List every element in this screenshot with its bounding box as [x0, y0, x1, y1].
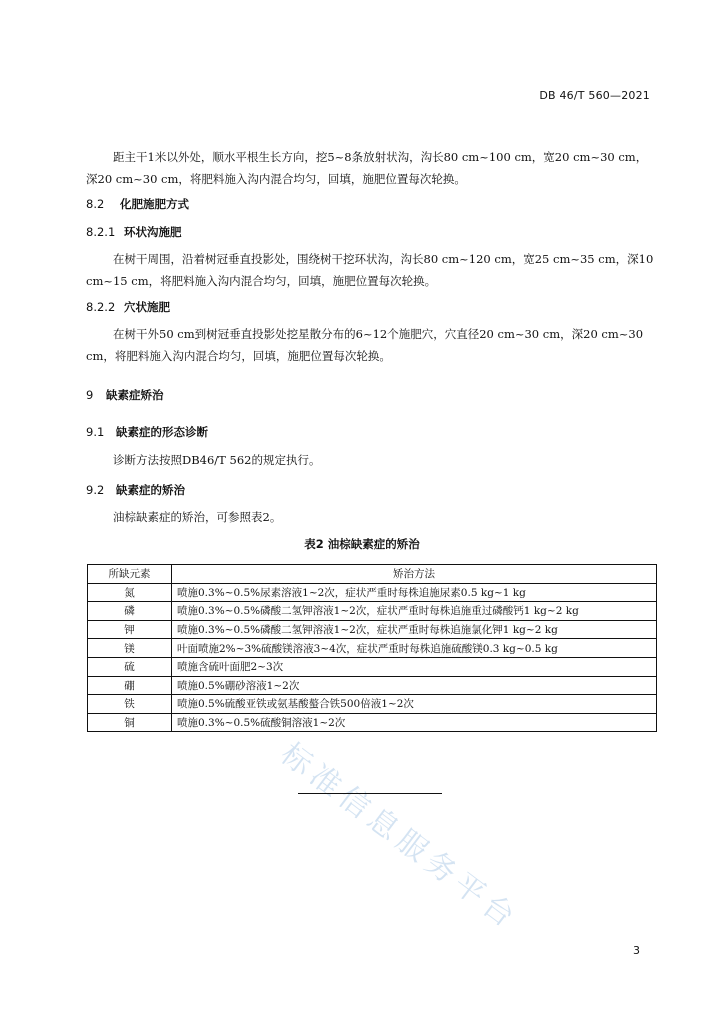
section-title: 缺素症矫治 [106, 388, 164, 402]
table-row [88, 676, 657, 695]
paragraph-ring-trench: 在树干周围，沿着树冠垂直投影处，围绕树干挖环状沟，沟长80 cm~120 cm，宽25 cm~35 cm，深10 cm~15 cm，将肥料施入沟内混合均匀，回填，施肥位置每次轮换。 [86, 252, 654, 288]
cell-method: 喷施0.3%~0.5%尿素溶液1~2次，症状严重时每株追施尿素0.5 kg~1 kg [172, 583, 657, 602]
section-number: 9 [86, 388, 94, 402]
paragraph-correction: 油棕缺素症的矫治，可参照表2。 [113, 510, 282, 524]
cell-element: 硫 [88, 657, 172, 676]
cell-method: 喷施0.3%~0.5%磷酸二氢钾溶液1~2次，症状严重时每株追施氯化钾1 kg~2 kg [172, 620, 657, 639]
cell-method: 喷施0.5%硫酸亚铁或氨基酸螯合铁500倍液1~2次 [172, 695, 657, 714]
cell-method: 喷施0.3%~0.5%硫酸铜溶液1~2次 [172, 713, 657, 732]
table-header-row [88, 565, 657, 584]
end-of-document-rule [298, 793, 442, 794]
section-heading-8-2-1 [86, 224, 182, 240]
cell-element: 钾 [88, 620, 172, 639]
section-number: 9.2 [86, 483, 105, 497]
paragraph-radial-trench: 距主干1米以外处，顺水平根生长方向，挖5~8条放射状沟，沟长80 cm~100 cm，宽20 cm~30 cm，深20 cm~30 cm，将肥料施入沟内混合均匀，回填，施肥位置每次轮换。 [86, 150, 648, 186]
table-row [88, 695, 657, 714]
section-heading-9-2 [86, 482, 185, 498]
paragraph-hole-fertilization: 在树干外50 cm到树冠垂直投影处挖星散分布的6~12个施肥穴，穴直径20 cm~30 cm，深20 cm~30 cm，将肥料施入沟内混合均匀，回填，施肥位置每次轮换。 [86, 327, 644, 363]
table-title: 表2 油棕缺素症的矫治 [304, 537, 420, 551]
document-code: DB 46/T 560—2021 [539, 89, 650, 102]
column-header-element: 所缺元素 [88, 565, 172, 584]
section-heading-9-1 [86, 424, 208, 440]
section-heading-8-2 [86, 196, 189, 212]
section-heading-8-2-2 [86, 299, 170, 315]
section-title: 缺素症的形态诊断 [116, 425, 208, 439]
table-row [88, 583, 657, 602]
section-number: 9.1 [86, 425, 105, 439]
page-number: 3 [633, 944, 640, 957]
section-title: 环状沟施肥 [124, 225, 182, 239]
section-number: 8.2 [86, 197, 105, 211]
cell-element: 氮 [88, 583, 172, 602]
cell-element: 镁 [88, 639, 172, 658]
cell-method: 喷施0.3%~0.5%磷酸二氢钾溶液1~2次，症状严重时每株追施重过磷酸钙1 kg~2 kg [172, 602, 657, 621]
table-row [88, 620, 657, 639]
table-row [88, 713, 657, 732]
cell-element: 铜 [88, 713, 172, 732]
table-row [88, 657, 657, 676]
column-header-method: 矫治方法 [172, 565, 657, 584]
table-row [88, 639, 657, 658]
section-number: 8.2.2 [86, 300, 116, 314]
cell-method: 喷施0.5%硼砂溶液1~2次 [172, 676, 657, 695]
deficiency-correction-table [87, 564, 657, 732]
table-row [88, 602, 657, 621]
cell-element: 磷 [88, 602, 172, 621]
section-number: 8.2.1 [86, 225, 116, 239]
section-title: 化肥施肥方式 [120, 197, 190, 211]
cell-element: 硼 [88, 676, 172, 695]
watermark-text: 标准信息服务平台 [274, 736, 526, 938]
paragraph-diagnosis: 诊断方法按照DB46/T 562的规定执行。 [113, 453, 321, 467]
section-heading-9 [86, 387, 164, 403]
cell-element: 铁 [88, 695, 172, 714]
cell-method: 叶面喷施2%~3%硫酸镁溶液3~4次，症状严重时每株追施硫酸镁0.3 kg~0.5 kg [172, 639, 657, 658]
cell-method: 喷施含硫叶面肥2~3次 [172, 657, 657, 676]
section-title: 穴状施肥 [124, 300, 170, 314]
section-title: 缺素症的矫治 [116, 483, 185, 497]
